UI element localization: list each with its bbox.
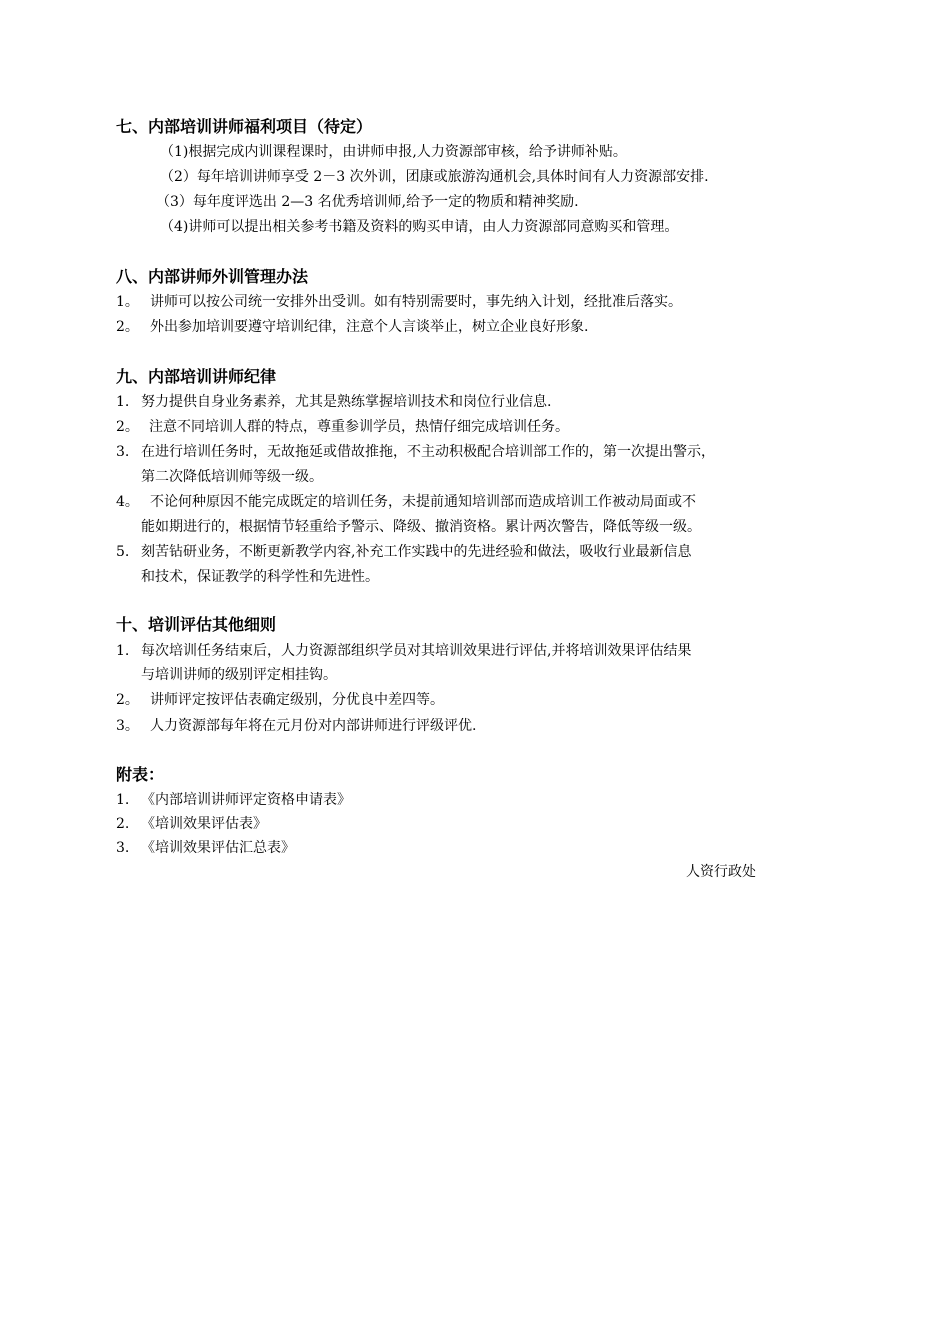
sec8-item-2 — [116, 318, 588, 336]
item-text: 注意不同培训人群的特点，尊重参训学员，热情仔细完成培训任务。 — [149, 419, 569, 435]
item-number: 2。 — [116, 319, 139, 335]
appendix-item-1 — [116, 791, 351, 809]
appendix-item-3 — [116, 839, 295, 857]
item-text: 人力资源部每年将在元月份对内部讲师进行评级评优. — [150, 718, 477, 734]
sec9-item-4-continued: 能如期进行的，根据情节轻重给予警示、降级、撤消资格。累计两次警告，降低等级一级。 — [141, 519, 701, 535]
item-text: 《培训效果评估表》 — [141, 816, 267, 832]
item-text: 《内部培训讲师评定资格申请表》 — [141, 792, 351, 808]
sec10-item-1-continued: 与培训讲师的级别评定相挂钩。 — [141, 667, 337, 683]
section-9-heading: 九、内部培训讲师纪律 — [116, 367, 277, 386]
item-text: 《培训效果评估汇总表》 — [141, 840, 295, 856]
sec9-item-3-continued: 第二次降低培训师等级一级。 — [141, 469, 323, 485]
item-number: 3。 — [116, 718, 139, 734]
sec7-item-4: （4)讲师可以提出相关参考书籍及资料的购买申请，由人力资源部同意购买和管理。 — [160, 219, 679, 235]
sec7-item-2: （2）每年培训讲师享受 2－3 次外训，团康或旅游沟通机会,具体时间有人力资源部安排. — [160, 169, 709, 185]
item-text: 不论何种原因不能完成既定的培训任务，未提前通知培训部而造成培训工作被动局面或不 — [150, 494, 696, 510]
section-8-heading: 八、内部讲师外训管理办法 — [116, 267, 309, 286]
item-text: 外出参加培训要遵守培训纪律，注意个人言谈举止，树立企业良好形象. — [150, 319, 589, 335]
appendix-heading: 附表： — [116, 765, 165, 784]
item-number: 1. — [116, 792, 130, 808]
item-number: 3. — [116, 840, 130, 856]
sec9-item-2 — [116, 418, 569, 436]
sec9-item-5-continued: 和技术，保证教学的科学性和先进性。 — [141, 569, 379, 585]
sec9-item-3 — [116, 443, 715, 461]
sec10-item-2 — [116, 691, 444, 709]
item-number: 2. — [116, 816, 130, 832]
item-number: 1. — [116, 394, 130, 410]
sec7-item-1: （1)根据完成内训课程课时，由讲师申报,人力资源部审核，给予讲师补贴。 — [160, 144, 627, 160]
sec10-item-3 — [116, 717, 476, 735]
sec9-item-4 — [116, 493, 696, 511]
section-7-heading: 七、内部培训讲师福利项目（待定） — [116, 117, 373, 136]
sec9-item-1 — [116, 393, 551, 411]
item-text: 努力提供自身业务素养，尤其是熟练掌握培训技术和岗位行业信息. — [141, 394, 552, 410]
item-number: 1. — [116, 643, 130, 659]
item-text: 刻苦钻研业务，不断更新教学内容,补充工作实践中的先进经验和做法，吸收行业最新信息 — [141, 544, 692, 560]
signature: 人资行政处 — [686, 864, 756, 880]
item-text: 在进行培训任务时，无故拖延或借故推拖，不主动积极配合培训部工作的，第一次提出警示， — [141, 444, 715, 460]
item-number: 2。 — [116, 419, 139, 435]
item-number: 5. — [116, 544, 130, 560]
sec9-item-5 — [116, 543, 691, 561]
item-number: 4。 — [116, 494, 139, 510]
appendix-item-2 — [116, 815, 267, 833]
sec10-item-1 — [116, 642, 691, 660]
item-text: 讲师评定按评估表确定级别，分优良中差四等。 — [150, 692, 444, 708]
section-10-heading: 十、培训评估其他细则 — [116, 615, 277, 634]
item-number: 2。 — [116, 692, 139, 708]
sec7-item-3: （3）每年度评选出 2—3 名优秀培训师,给予一定的物质和精神奖励. — [156, 194, 579, 210]
item-number: 1。 — [116, 294, 139, 310]
item-number: 3. — [116, 444, 130, 460]
sec8-item-1 — [116, 293, 682, 311]
item-text: 每次培训任务结束后，人力资源部组织学员对其培训效果进行评估,并将培训效果评估结果 — [141, 643, 692, 659]
item-text: 讲师可以按公司统一安排外出受训。如有特别需要时，事先纳入计划，经批准后落实。 — [150, 294, 682, 310]
